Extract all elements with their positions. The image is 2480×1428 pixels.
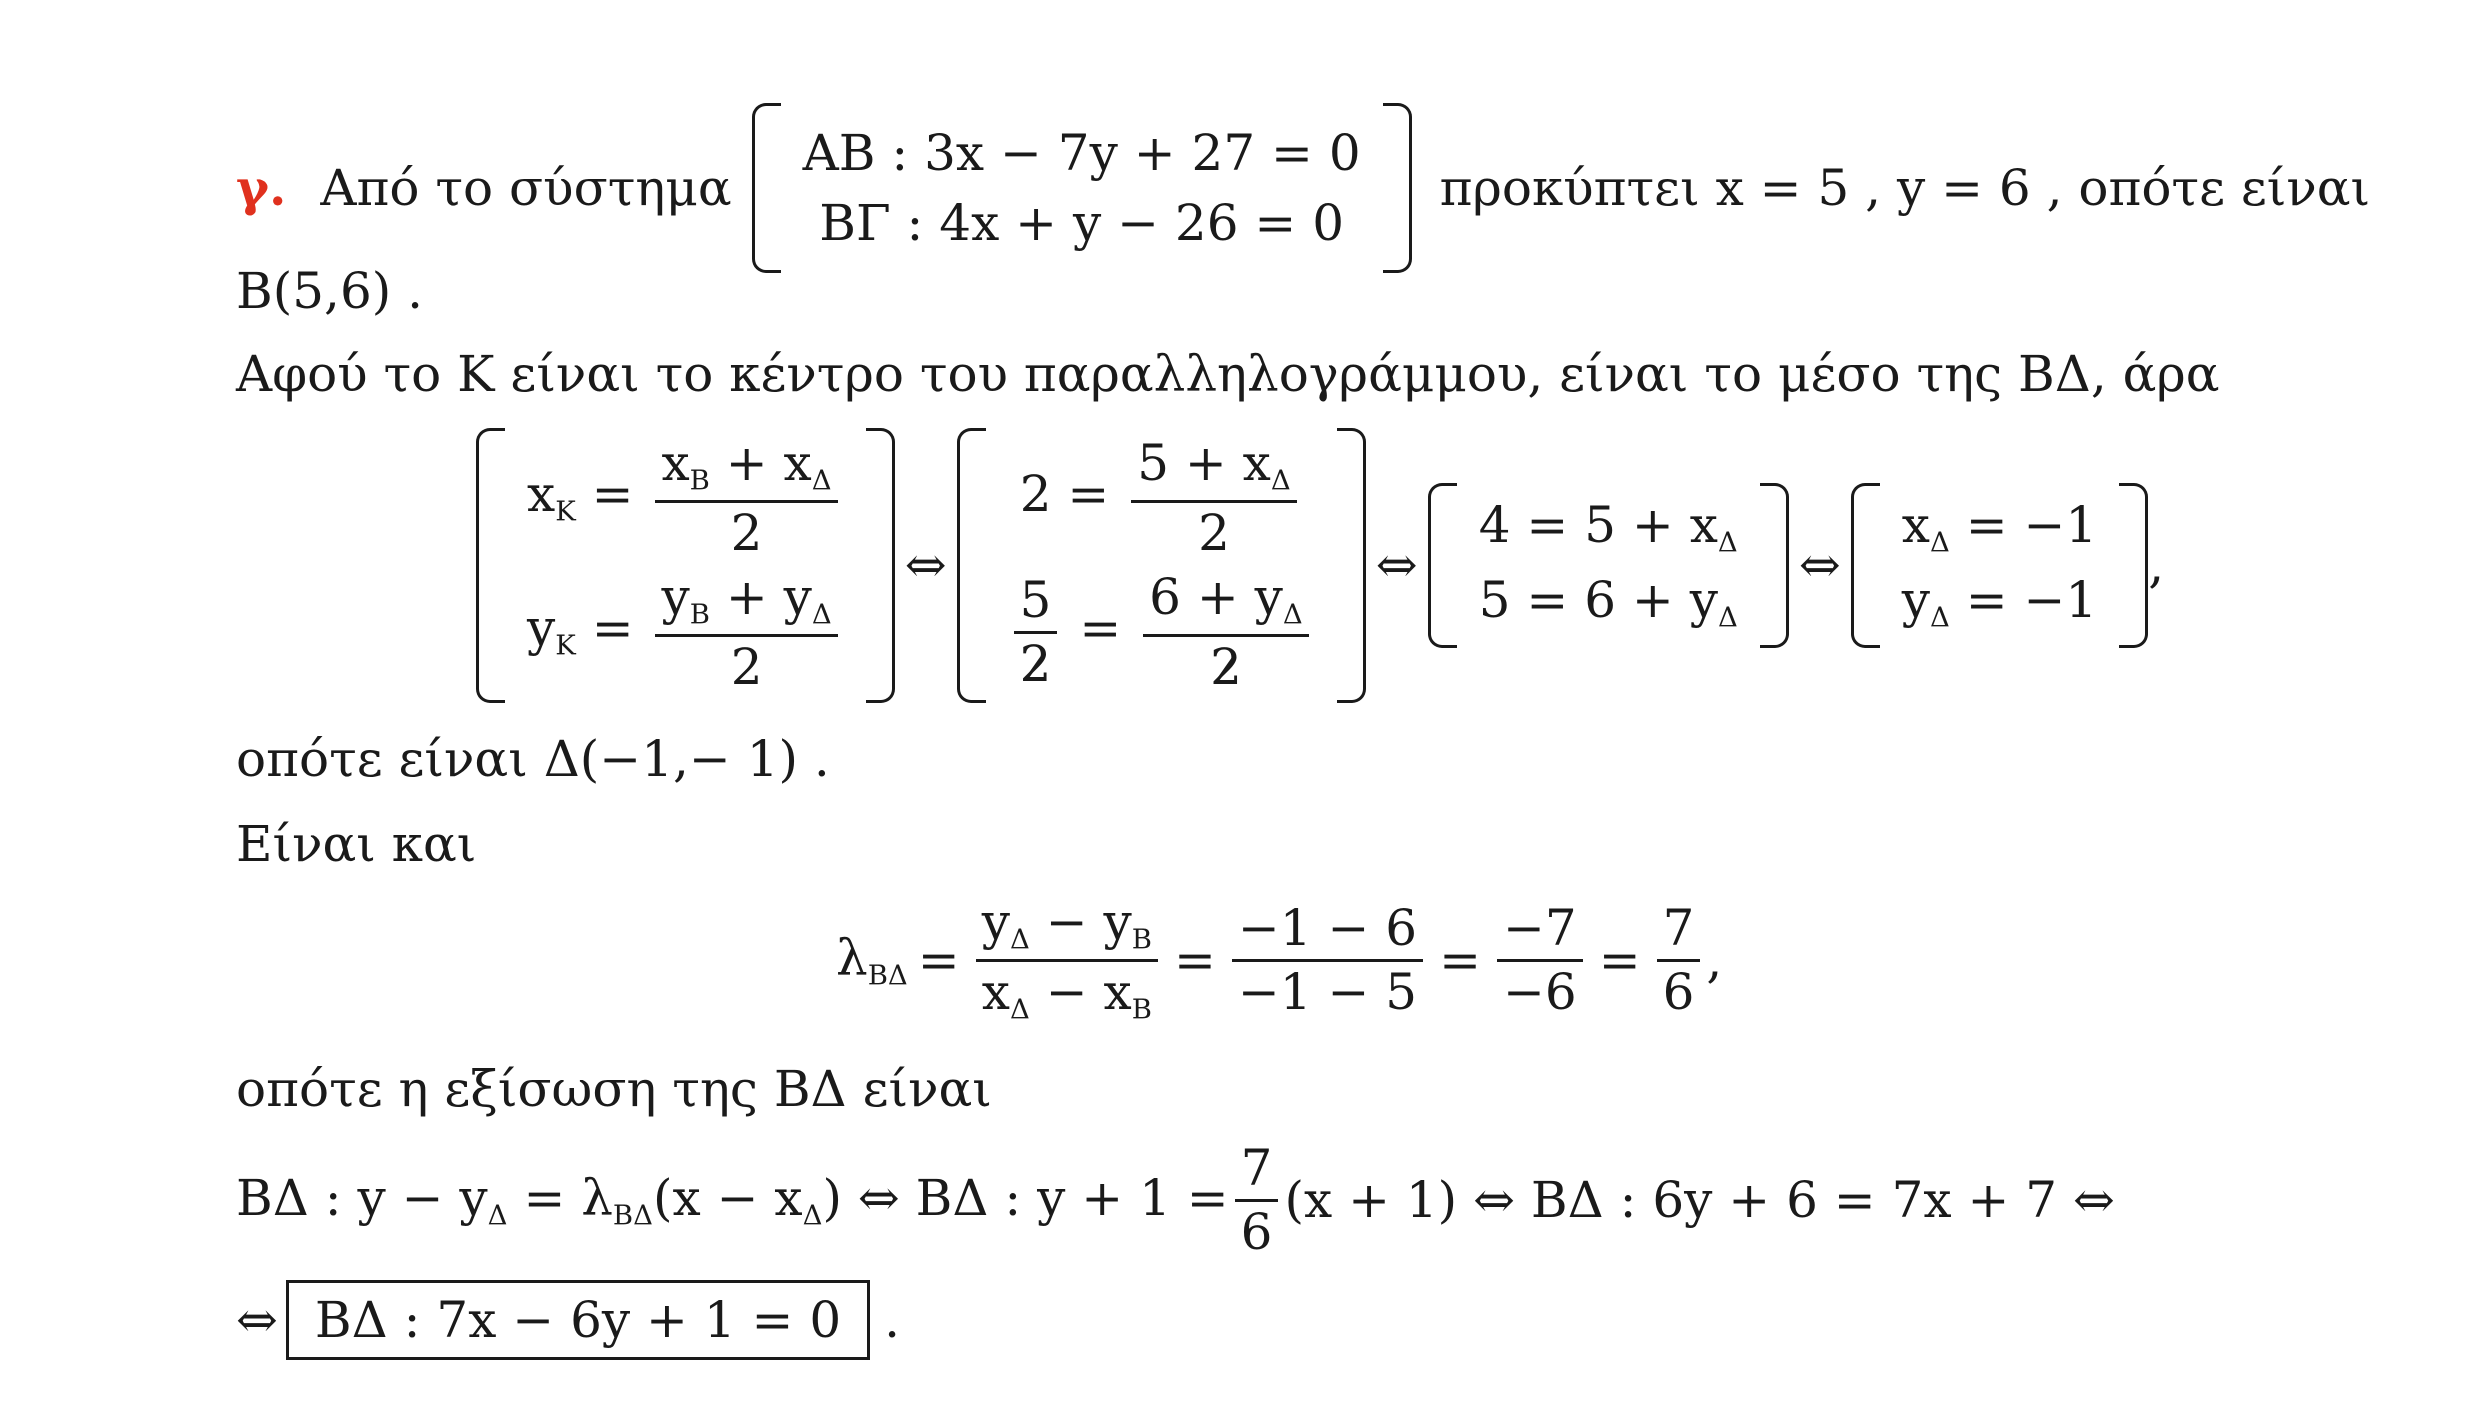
frac3-num: −7 (1497, 902, 1583, 962)
equation-bg: BΓ : 4x + y − 26 = 0 (819, 193, 1345, 252)
equation-ab: AB : 3x − 7y + 27 = 0 (802, 123, 1361, 182)
system-3: $4 = 5 + x_\Delta$ $5 = 6 + y_\Delta$ (1428, 483, 1789, 648)
midpoint-systems: $x_K$ = $\frac{x_B + x_\Delta}{2}$ $y_K$ = $\frac{y_B + y_\Delta}{2}$ ⇔ 2 = $\frac{5 + x_\Delta}{2}$ $\frac{5}{2}$ = $\frac{6 + y_\Delta}{2}$ ⇔ $4 = 5 + x_\Delta$ $5 = 6 + y_\Delta$ ⇔ $x_\Delta = -1$ $y_\Delta = -1$ , (476, 425, 2164, 705)
final-equation-line: ⇔ BΔ : 7x − 6y + 1 = 0 . (236, 1280, 900, 1360)
equation-intro: οπότε η εξίσωση της BΔ είναι (236, 1060, 992, 1118)
slope-intro: Είναι και (236, 815, 477, 873)
part-c-line (236, 100, 2370, 275)
frac2-den: −1 − 5 (1237, 962, 1418, 1021)
system-1: $x_K$ = $\frac{x_B + x_\Delta}{2}$ $y_K$ = $\frac{y_B + y_\Delta}{2}$ (476, 428, 895, 703)
system-2: 2 = $\frac{5 + x_\Delta}{2}$ $\frac{5}{2}$ = $\frac{6 + y_\Delta}{2}$ (957, 428, 1366, 703)
part-intro: Από το σύστημα (320, 158, 732, 217)
slope-formula: $\lambda_{B\Delta}$ = $\frac{y_\Delta - y_B}{x_\Delta - x_B}$ = $\frac{-1 - 6}{-1 - 5}$ = $\frac{-7}{-6}$ = $\frac{7}{6}$ , (836, 893, 1723, 1026)
delta-point: οπότε είναι Δ(−1,− 1) . (236, 730, 830, 788)
frac4-num: 7 (1657, 902, 1701, 962)
system-4: $x_\Delta = -1$ $y_\Delta = -1$ (1851, 483, 2149, 648)
right-brace (1383, 103, 1412, 273)
frac4-den: 6 (1662, 962, 1695, 1021)
system-ab-bg (752, 103, 1412, 273)
final-equation-box: BΔ : 7x − 6y + 1 = 0 (286, 1280, 870, 1360)
left-brace (752, 103, 781, 273)
equation-derivation: BΔ : $y - y_\Delta = \lambda_{B\Delta}(x - x_\Delta)$ ⇔ BΔ : y + 1 = $\frac{7}{6}$ (x + 1) ⇔ BΔ : 6y + 6 = 7x + 7 ⇔ (236, 1139, 2115, 1261)
point-b: B(5,6) . (236, 262, 424, 320)
midpoint-text: Αφού το K είναι το κέντρο του παραλληλογράμμου, είναι το μέσο της BΔ, άρα (236, 345, 2220, 403)
frac2-num: −1 − 6 (1232, 902, 1423, 962)
frac3-den: −6 (1502, 962, 1577, 1021)
system-result: προκύπτει x = 5 , y = 6 , οπότε είναι (1439, 158, 2371, 217)
part-label: γ. (236, 158, 287, 217)
